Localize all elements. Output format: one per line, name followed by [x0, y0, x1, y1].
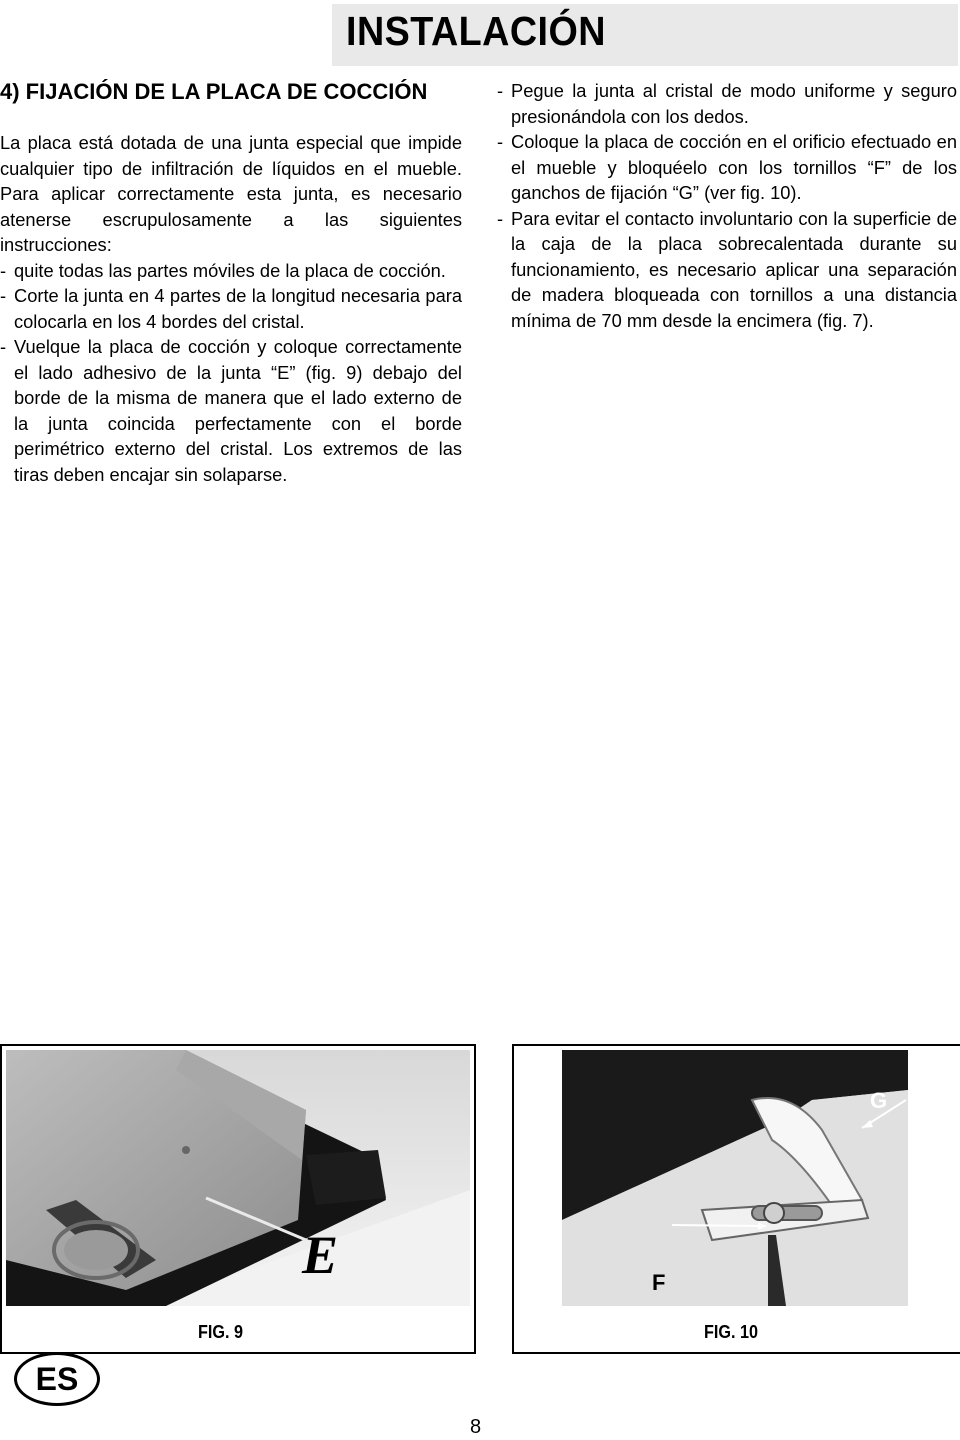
page-title: INSTALACIÓN: [346, 8, 607, 54]
language-badge: [14, 1352, 100, 1406]
figure-10-frame: [512, 1044, 960, 1354]
instruction-item: - Corte la junta en 4 partes de la longitud necesaria para colocarla en los 4 bordes del cristal.: [0, 283, 462, 334]
instruction-item: - quite todas las partes móviles de la placa de cocción.: [0, 258, 462, 284]
figure-9-frame: [0, 1044, 476, 1354]
label-e: E: [302, 1225, 339, 1285]
instruction-item: - Para evitar el contacto involuntario con la superficie de la caja de la placa sobrecalentada durante su funcionamiento, es necesario aplicar una separación de madera bloqueada con tornillos a una distancia mínima de 70 mm desde la encimera (fig. 7).: [497, 206, 957, 334]
figure-9-photo: [6, 1050, 470, 1306]
intro-paragraph: La placa está dotada de una junta especial que impide cualquier tipo de infiltración de líquidos en el mueble. Para aplicar correctamente esta junta, es necesario atenerse escrupulosamente a las siguientes instrucciones:: [0, 132, 462, 255]
figure-10-photo: [562, 1050, 908, 1306]
language-badge-label: ES: [35, 1360, 79, 1397]
figure-10-caption: FIG. 10: [704, 1322, 759, 1342]
instruction-item: - Pegue la junta al cristal de modo uniforme y seguro presionándola con los dedos.: [497, 78, 957, 129]
section-heading: 4) FIJACIÓN DE LA PLACA DE COCCIÓN: [0, 79, 428, 104]
label-f: F: [652, 1270, 666, 1295]
page-number: 8: [470, 1416, 482, 1438]
figure-9-caption: FIG. 9: [198, 1322, 244, 1342]
left-column: [0, 130, 462, 487]
instruction-item: - Coloque la placa de cocción en el orificio efectuado en el mueble y bloquéelo con los tornillos “F” de los ganchos de fijación “G” (ver fig. 10).: [497, 129, 957, 206]
label-g: G: [870, 1088, 888, 1113]
instruction-item: - Vuelque la placa de cocción y coloque correctamente el lado adhesivo de la junta “E” (fig. 9) debajo del borde de la misma de manera que el lado externo de la junta coincida perfectamente con el borde perimétrico externo del cristal. Los extremos de las tiras deben encajar sin solaparse.: [0, 334, 462, 487]
right-column: [497, 78, 957, 333]
